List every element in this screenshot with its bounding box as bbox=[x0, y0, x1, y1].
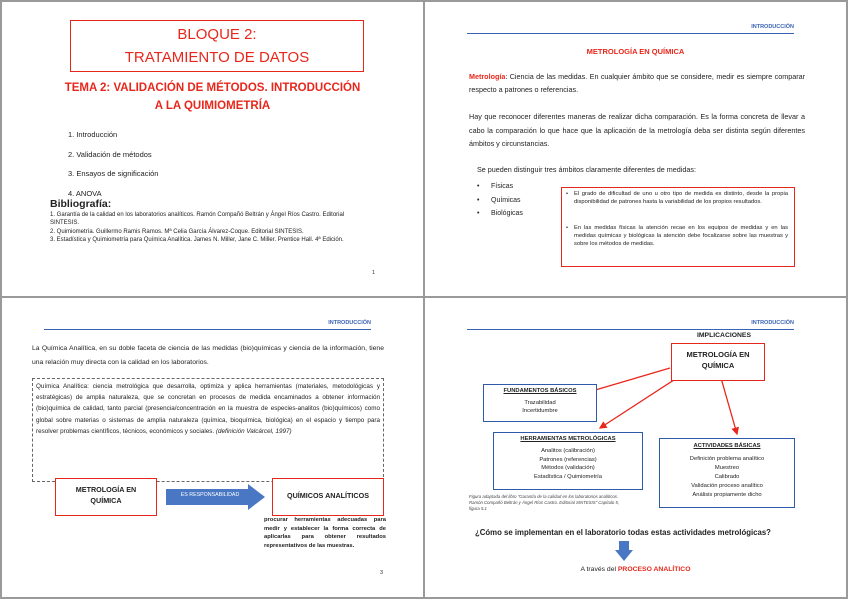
intro-paragraph: La Química Analítica, en su doble faceta de ciencia de las medidas (bio)químicas y ciencia de la información, tiene una relación muy directa con la calidad en los laboratorios. bbox=[32, 345, 384, 366]
quimicos-caption: procurar herramientas adecuadas para medir y establecer la forma correcta de aplicarlas para obtener resultados representativos de las muestras. bbox=[264, 517, 386, 549]
definition-text: : Ciencia de las medidas. En cualquier ámbito que se considere, medir es siempre comparar respecto a patrones o referencias. bbox=[469, 72, 805, 94]
bib-item: 1. Garantía de la calidad en los laboratorios analíticos. Ramón Compañó Beltrán y Ángel Ríos Castro. Editorial SINTESIS. bbox=[50, 212, 345, 227]
actividades-list: Definición problema analítico Muestreo Calibrado Validación proceso analítico Análisis propiamente dicho bbox=[689, 456, 765, 498]
figure-note: Figura adaptada del libro "Garantía de la calidad en los laboratorios analíticos. Ramón Compañó Beltrán y Ángel Ríos Castro. Editorial SINTESIS" Capítulo 5, figura 5.1 bbox=[469, 494, 620, 511]
implementation-question: ¿Cómo se implementan en el laboratorio todas estas actividades metrológicas? bbox=[475, 528, 771, 537]
definition-citation: (definición Valcárcel, 1997) bbox=[215, 427, 292, 435]
answer-line bbox=[425, 566, 846, 573]
slide-2 bbox=[425, 2, 846, 296]
fundamentos-list: Trazabilidad Incertidumbre bbox=[522, 400, 558, 414]
note-item: • El grado de dificultad de uno u otro tipo de medida es distinto, desde la propia disponibilidad de patrones hasta la variabilidad de los propios resultados. bbox=[566, 191, 788, 206]
actividades-title: ACTIVIDADES BÁSICAS bbox=[693, 443, 761, 449]
section-tag: INTRODUCCIÓN bbox=[751, 320, 794, 326]
bibliography-title: Bibliografía: bbox=[50, 198, 112, 210]
bibliography-list bbox=[50, 211, 368, 244]
actividades-box bbox=[659, 438, 795, 508]
slide-1 bbox=[2, 2, 423, 296]
header-rule bbox=[44, 329, 371, 330]
answer-highlight: PROCESO ANALÍTICO bbox=[617, 566, 691, 573]
metrologia-definition bbox=[469, 70, 805, 96]
title-line2: TRATAMIENTO DE DATOS bbox=[124, 49, 310, 66]
section-tag: INTRODUCCIÓN bbox=[751, 24, 794, 30]
implicaciones-label: IMPLICACIONES bbox=[697, 332, 752, 339]
area-item: • Biológicas bbox=[477, 207, 523, 221]
herramientas-box bbox=[493, 432, 643, 490]
herramientas-list: Analitos (calibración) Patrones (referencias) Métodos (validación) Estadística / Quimiometría bbox=[534, 448, 602, 480]
title-box bbox=[70, 20, 364, 72]
quimicos-box bbox=[272, 478, 384, 516]
area-item: • Químicas bbox=[477, 194, 523, 208]
header-rule bbox=[467, 33, 794, 34]
page-number: 1 bbox=[372, 270, 376, 276]
topic-item: 4. ANOVA bbox=[68, 188, 102, 198]
quimicos-box-label: QUÍMICOS ANALÍTICOS bbox=[287, 491, 369, 500]
definition-box bbox=[32, 378, 384, 482]
herramientas-title: HERRAMIENTAS METROLÓGICAS bbox=[520, 436, 616, 442]
areas-list bbox=[477, 180, 523, 221]
fundamentos-title: FUNDAMENTOS BÁSICOS bbox=[503, 388, 577, 394]
notes-box bbox=[561, 187, 795, 267]
topic-item: 1. Introducción bbox=[68, 130, 118, 139]
tema-line1: TEMA 2: VALIDACIÓN DE MÉTODOS. INTRODUCCIÓN bbox=[64, 82, 361, 94]
tema-line2: A LA QUIMIOMETRÍA bbox=[154, 100, 271, 112]
bullet-icon: • bbox=[477, 183, 480, 190]
fundamentos-box bbox=[483, 384, 597, 422]
bib-item: 2. Quimiometría. Guillermo Ramis Ramos. Mª Celia García Álvarez-Coque. Editorial SINTESIS. bbox=[50, 228, 304, 235]
definition-text: Química Analítica: ciencia metrológica que desarrolla, optimiza y aplica herramientas (materiales, metodológicas y estratégicas) de amplia naturaleza, que se concretan en procesos de medida encaminados a obtener información (bio)química de calidad, tanto parcial (presencia/concentración en la muestra de especies-analitos (bio)químicos) como global sobre materias o sistemas de amplia naturaleza (química, bioquímica, biológica) en el espacio y tiempo para resolver problemas científicos, técnicos, económicos y sociales. (definición Valcárcel, 1997) bbox=[36, 383, 380, 435]
topic-list bbox=[68, 125, 158, 203]
answer-prefix: A través del bbox=[580, 566, 618, 573]
bib-item: 3. Estadística y Quimiometría para Química Analítica. James N. Miller, Jane C. Miller. Prentice Hall. 4ª Edición. bbox=[50, 236, 344, 243]
paragraph-comparison: Hay que reconocer diferentes maneras de realizar dicha comparación. Es la forma concreta de llevar a cabo la comparación lo que hace que la aplicación de la metrología deba ser distinta según diferentes ámbitos y circunstancias. bbox=[469, 112, 805, 148]
metrologia-center-box bbox=[671, 343, 765, 381]
arrow-actividades bbox=[721, 378, 737, 434]
metrologia-box-label: METROLOGÍA EN QUÍMICA bbox=[75, 485, 137, 505]
topic-item: 2. Validación de métodos bbox=[68, 149, 152, 159]
topic-item: 3. Ensayos de significación bbox=[68, 169, 159, 178]
note-item: • En las medidas físicas la atención recae en los equipos de medidas y en las medidas químicas y biológicas la atención debe focalizarse sobre las muestras y sobre los métodos de medidas. bbox=[566, 225, 788, 248]
slide-heading: METROLOGÍA EN QUÍMICA bbox=[586, 47, 685, 56]
arrow-label: ES RESPONSABILIDAD bbox=[180, 492, 240, 498]
area-item: • Físicas bbox=[477, 180, 523, 194]
slide-3 bbox=[2, 298, 423, 597]
paragraph-ambitos: Se pueden distinguir tres ámbitos claramente diferentes de medidas: bbox=[477, 165, 696, 174]
bullet-icon: • bbox=[477, 196, 480, 204]
down-arrow-icon bbox=[615, 541, 633, 561]
definition-term: Metrología bbox=[469, 72, 506, 81]
bullet-icon: • bbox=[477, 210, 480, 217]
center-box-label: METROLOGÍA EN QUÍMICA bbox=[686, 350, 750, 370]
metrologia-box bbox=[55, 478, 157, 516]
page-number: 3 bbox=[380, 570, 384, 576]
slide-4 bbox=[425, 298, 846, 597]
section-tag: INTRODUCCIÓN bbox=[328, 320, 371, 326]
title-line1: BLOQUE 2: bbox=[177, 26, 257, 43]
